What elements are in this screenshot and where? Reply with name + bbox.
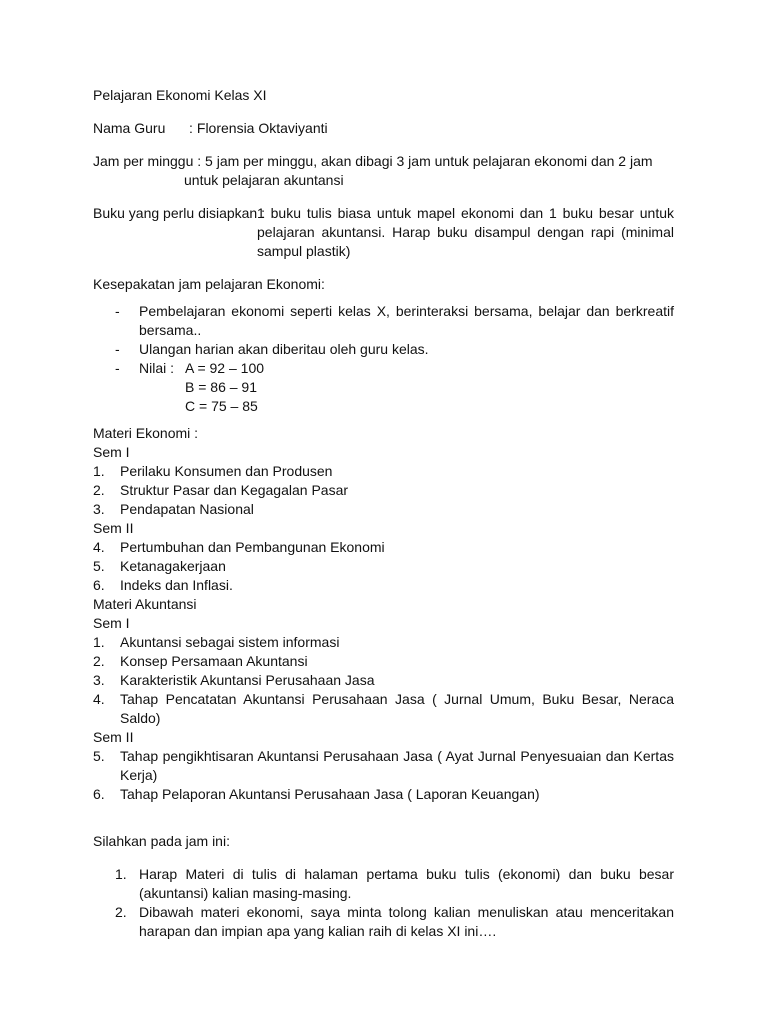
- ekonomi-sem2-label: Sem II: [93, 520, 134, 536]
- agreement-item: Pembelajaran ekonomi seperti kelas X, berinteraksi bersama, belajar dan berkreatif bersama..: [139, 303, 674, 338]
- list-item: - Nilai : A = 92 – 100: [115, 360, 265, 376]
- instructions-heading: Silahkan pada jam ini:: [93, 833, 230, 849]
- books-paragraph: [93, 204, 674, 261]
- list-item: 2. Konsep Persamaan Akuntansi: [93, 653, 308, 669]
- list-item: 5. Ketanagakerjaan: [93, 558, 226, 574]
- list-item: 4. Pertumbuhan dan Pembangunan Ekonomi: [93, 539, 385, 555]
- agreement-item: Ulangan harian akan diberitau oleh guru kelas.: [139, 341, 429, 357]
- teacher-separator: :: [189, 120, 193, 136]
- ekonomi-sem1-label: Sem I: [93, 444, 130, 460]
- list-item: - Ulangan harian akan diberitau oleh guru kelas.: [93, 340, 674, 359]
- agreement-heading: Kesepakatan jam pelajaran Ekonomi:: [93, 276, 325, 292]
- teacher-line: [93, 119, 674, 138]
- document-page: [93, 86, 674, 941]
- books-lead: Buku yang perlu disiapkan :: [93, 205, 265, 221]
- akuntansi-sem1-label: Sem I: [93, 615, 130, 631]
- list-item: 1. Perilaku Konsumen dan Produsen: [93, 463, 333, 479]
- list-item: 2. Dibawah materi ekonomi, saya minta tolong kalian menuliskan atau menceritakan harapan dan impian apa yang kalian raih di kelas XI ini….: [115, 904, 674, 939]
- list-item: 6. Indeks dan Inflasi.: [93, 577, 233, 593]
- list-item: 5. Tahap pengikhtisaran Akuntansi Perusahaan Jasa ( Ayat Jurnal Penyesuaian dan Kertas Kerja): [93, 748, 674, 783]
- akuntansi-sem2-label: Sem II: [93, 729, 134, 745]
- grade-label: Nilai :: [139, 360, 175, 376]
- document-title: Pelajaran Ekonomi Kelas XI: [93, 87, 267, 103]
- grade-b: B = 86 – 91: [185, 379, 258, 395]
- teacher-name: Florensia Oktaviyanti: [196, 120, 328, 136]
- teacher-label: Nama Guru: [93, 120, 166, 136]
- list-item: 1. Akuntansi sebagai sistem informasi: [93, 634, 340, 650]
- list-item: 3. Karakteristik Akuntansi Perusahaan Jasa: [93, 672, 375, 688]
- list-item: 4. Tahap Pencatatan Akuntansi Perusahaan Jasa ( Jurnal Umum, Buku Besar, Neraca Saldo): [93, 691, 674, 726]
- books-text: 1 buku tulis biasa untuk mapel ekonomi dan 1 buku besar untuk pelajaran akuntansi. Harap buku disampul dengan rapi (minimal sampul plastik): [257, 205, 674, 259]
- list-item: - Pembelajaran ekonomi seperti kelas X, berinteraksi bersama, belajar dan berkreatif bersama..: [115, 303, 674, 338]
- hours-line: Jam per minggu : 5 jam per minggu, akan dibagi 3 jam untuk pelajaran ekonomi dan 2 jam: [93, 153, 653, 169]
- hours-continuation: untuk pelajaran akuntansi: [184, 172, 344, 188]
- list-item: 1. Harap Materi di tulis di halaman pertama buku tulis (ekonomi) dan buku besar (akuntansi) kalian masing-masing.: [115, 866, 674, 901]
- ekonomi-heading: Materi Ekonomi :: [93, 425, 199, 441]
- list-item: 3. Pendapatan Nasional: [93, 501, 254, 517]
- grade-a: A = 92 – 100: [185, 360, 265, 376]
- grade-c: C = 75 – 85: [185, 398, 258, 414]
- list-item: 2. Struktur Pasar dan Kegagalan Pasar: [93, 482, 349, 498]
- list-item: 6. Tahap Pelaporan Akuntansi Perusahaan Jasa ( Laporan Keuangan): [93, 786, 540, 802]
- akuntansi-heading: Materi Akuntansi: [93, 596, 197, 612]
